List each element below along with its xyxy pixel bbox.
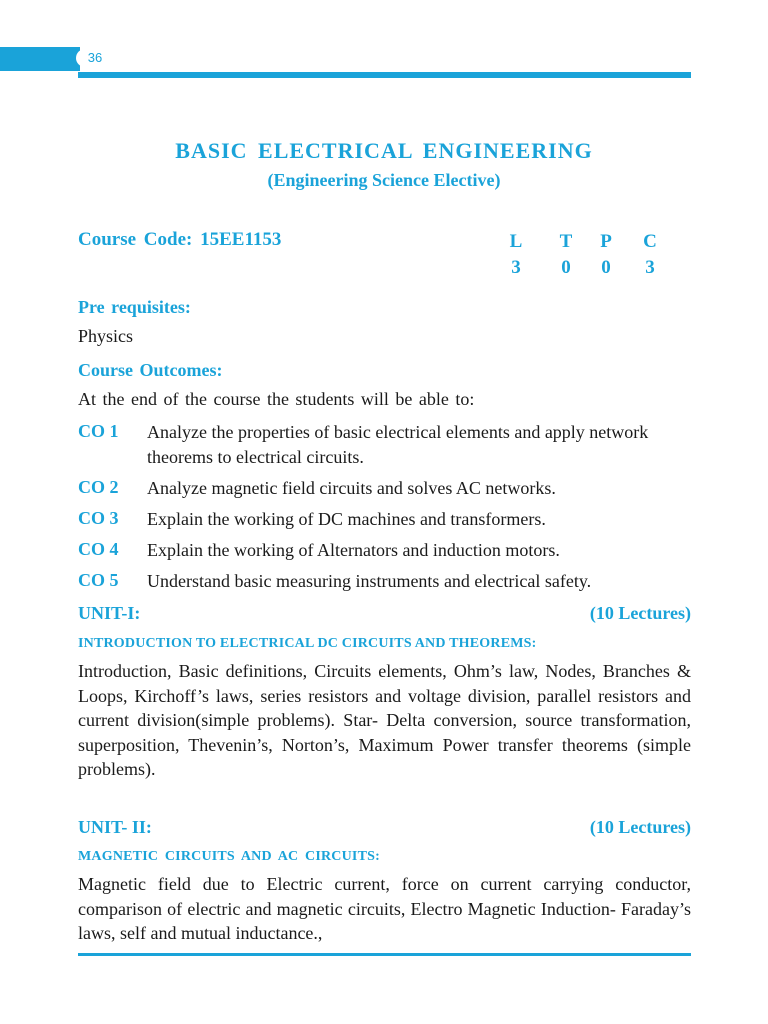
ltpc-value-c: 3 [645, 257, 655, 278]
ltpc-header-c: C [643, 231, 657, 252]
co-text-2: Analyze magnetic field circuits and solves AC networks. [147, 478, 556, 498]
ltpc-header-l: L [509, 231, 523, 252]
ltpc-col-p [596, 229, 616, 281]
ltpc-header-p: P [600, 231, 612, 252]
ltpc-col-c [640, 229, 660, 281]
ltpc-col-t [556, 229, 576, 281]
co-label-2: CO 2 [78, 477, 119, 497]
unit-2-topic: MAGNETIC CIRCUITS AND AC CIRCUITS: [78, 849, 380, 864]
unit-1-body: Introduction, Basic definitions, Circuits elements, Ohm’s law, Nodes, Branches & Loops, Kirchoff’s laws, series resistors and voltage division, parallel resistors and current division(simple problems). Star- Delta conversion, source transformation, superposition, Thevenin’s, Norton’s, Maximum Power transfer theorems (simple problems). [78, 661, 691, 779]
unit-2-body: Magnetic field due to Electric current, force on current carrying conductor, comparison of electric and magnetic circuits, Electro Magnetic Induction- Faraday’s laws, self and mutual inductance., [78, 874, 691, 943]
ltpc-value-t: 0 [561, 257, 571, 278]
unit-2-lectures: (10 Lectures) [589, 817, 691, 837]
co-label-3: CO 3 [78, 508, 119, 528]
outcomes-intro: At the end of the course the students will be able to: [78, 389, 475, 409]
footer-rule [78, 953, 691, 956]
unit-1-topic: INTRODUCTION TO ELECTRICAL DC CIRCUITS AND THEOREMS: [78, 636, 537, 651]
course-title: BASIC ELECTRICAL ENGINEERING [175, 138, 593, 163]
co-label-4: CO 4 [78, 539, 119, 559]
header-accent-bar [0, 47, 80, 71]
co-text-4: Explain the working of Alternators and induction motors. [147, 540, 560, 560]
prerequisites-heading: Pre requisites: [78, 297, 191, 317]
page-number: 36 [76, 49, 114, 67]
unit-2-header [78, 817, 691, 838]
prerequisites-text: Physics [78, 326, 134, 346]
ltpc-col-l [506, 229, 526, 281]
outcomes-heading: Course Outcomes: [78, 360, 223, 380]
ltpc-header-t: T [559, 231, 573, 252]
unit-2-label: UNIT- II: [78, 817, 152, 837]
ltpc-value-p: 0 [601, 257, 611, 278]
ltpc-value-l: 3 [511, 257, 521, 278]
co-text-3: Explain the working of DC machines and transformers. [147, 509, 546, 529]
course-code: Course Code: 15EE1153 [78, 229, 282, 250]
co-label-1: CO 1 [78, 421, 119, 441]
unit-1-label: UNIT-I: [78, 603, 141, 623]
unit-1-lectures: (10 Lectures) [589, 603, 691, 623]
co-text-1: Analyze the properties of basic electrical elements and apply network theorems to electrical circuits. [147, 422, 649, 467]
header-rule [78, 72, 691, 78]
unit-1-header [78, 603, 691, 624]
co-text-5: Understand basic measuring instruments and electrical safety. [147, 571, 592, 591]
co-label-5: CO 5 [78, 570, 119, 590]
course-subtitle: (Engineering Science Elective) [267, 170, 501, 190]
